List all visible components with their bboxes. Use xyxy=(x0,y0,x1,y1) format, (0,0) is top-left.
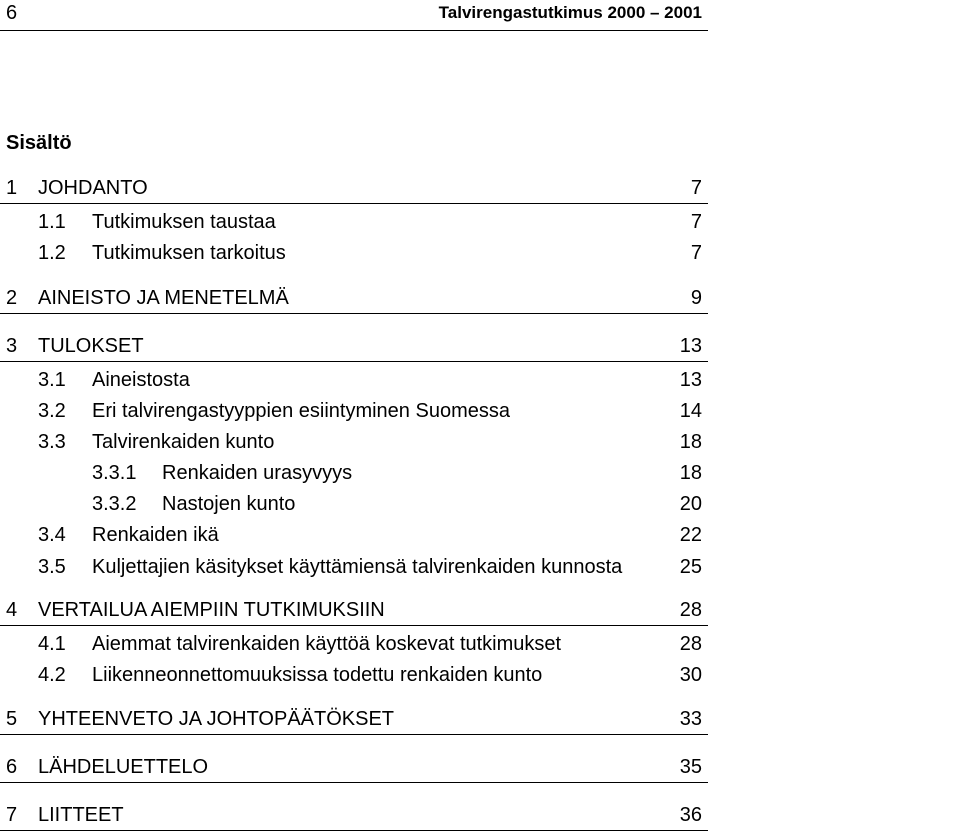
toc-entry-title: Aineistosta xyxy=(92,369,190,391)
toc-entry-number: 3.4 xyxy=(38,524,66,546)
toc-entry-title: Talvirenkaiden kunto xyxy=(92,431,275,453)
page-header xyxy=(0,0,708,31)
toc-entry-title: TULOKSET xyxy=(38,335,144,357)
toc-entry xyxy=(0,400,708,426)
toc-entry-page: 7 xyxy=(690,177,702,199)
toc-entry-title: LIITTEET xyxy=(38,804,124,826)
toc-entry-page: 7 xyxy=(690,211,702,233)
toc-entry xyxy=(0,287,708,314)
toc-entry-number: 1 xyxy=(6,177,18,199)
toc-entry xyxy=(0,599,708,626)
toc-entry-page: 18 xyxy=(679,431,702,453)
toc-entry-page: 30 xyxy=(679,664,702,686)
toc-entry-number: 6 xyxy=(6,756,18,778)
toc-entry-title: Eri talvirengastyyppien esiintyminen Suomessa xyxy=(92,400,510,422)
toc-entry-number: 1.1 xyxy=(38,211,66,233)
toc-entry-title: Liikenneonnettomuuksissa todettu renkaiden kunto xyxy=(92,664,543,686)
toc-entry-number: 7 xyxy=(6,804,18,826)
toc-entry-title: Tutkimuksen taustaa xyxy=(92,211,276,233)
toc-entry-number: 4.2 xyxy=(38,664,66,686)
toc-entry-page: 28 xyxy=(679,633,702,655)
toc-entry xyxy=(0,556,708,582)
toc-entry-number: 3.2 xyxy=(38,400,66,422)
toc-entry-number: 3.3.1 xyxy=(92,462,137,484)
toc-entry xyxy=(0,242,708,268)
toc-entry-title: Nastojen kunto xyxy=(162,493,296,515)
toc-entry-page: 22 xyxy=(679,524,702,546)
toc-entry-title: YHTEENVETO JA JOHTOPÄÄTÖKSET xyxy=(38,708,395,730)
toc-entry-page: 20 xyxy=(679,493,702,515)
toc-entry-page: 25 xyxy=(679,556,702,578)
toc-entry-page: 33 xyxy=(679,708,702,730)
toc-entry xyxy=(0,369,708,395)
toc-entry-title: AINEISTO JA MENETELMÄ xyxy=(38,287,289,309)
page-number: 6 xyxy=(6,2,18,24)
toc-entry-number: 4.1 xyxy=(38,633,66,655)
toc-entry-title: Aiemmat talvirenkaiden käyttöä koskevat tutkimukset xyxy=(92,633,562,655)
toc-entry-title: Tutkimuksen tarkoitus xyxy=(92,242,286,264)
toc-entry xyxy=(0,524,708,550)
toc-entry-page: 28 xyxy=(679,599,702,621)
toc-entry-page: 13 xyxy=(679,335,702,357)
toc-entry-page: 36 xyxy=(679,804,702,826)
toc-entry-number: 4 xyxy=(6,599,18,621)
toc-entry-page: 13 xyxy=(679,369,702,391)
toc-entry-page: 18 xyxy=(679,462,702,484)
toc-entry xyxy=(0,804,708,831)
toc-entry xyxy=(0,708,708,735)
toc-entry xyxy=(0,493,708,519)
running-title: Talvirengastutkimus 2000 – 2001 xyxy=(438,3,702,22)
toc-entry-page: 7 xyxy=(690,242,702,264)
toc-entry-number: 3.3 xyxy=(38,431,66,453)
toc-entry-title: JOHDANTO xyxy=(38,177,148,199)
toc-entry-title: Renkaiden ikä xyxy=(92,524,219,546)
toc-entry-number: 2 xyxy=(6,287,18,309)
toc-entry xyxy=(0,177,708,204)
toc-entry-title: LÄHDELUETTELO xyxy=(38,756,209,778)
toc-entry-number: 5 xyxy=(6,708,18,730)
toc-entry-number: 1.2 xyxy=(38,242,66,264)
toc-entry xyxy=(0,335,708,362)
toc-entry-title: Kuljettajien käsitykset käyttämiensä talvirenkaiden kunnosta xyxy=(92,556,623,578)
toc-entry xyxy=(0,664,708,690)
toc-entry xyxy=(0,462,708,488)
toc-entry xyxy=(0,756,708,783)
toc-entry-number: 3 xyxy=(6,335,18,357)
toc-entry-page: 9 xyxy=(690,287,702,309)
toc-heading: Sisältö xyxy=(6,132,72,154)
toc-entry-number: 3.5 xyxy=(38,556,66,578)
toc-entry-title: VERTAILUA AIEMPIIN TUTKIMUKSIIN xyxy=(38,599,385,621)
toc-entry-number: 3.3.2 xyxy=(92,493,137,515)
toc-entry-page: 14 xyxy=(679,400,702,422)
toc-entry-title: Renkaiden urasyvyys xyxy=(162,462,353,484)
toc-entry xyxy=(0,211,708,237)
toc-entry xyxy=(0,431,708,457)
toc-entry-number: 3.1 xyxy=(38,369,66,391)
toc-entry-page: 35 xyxy=(679,756,702,778)
toc-entry xyxy=(0,633,708,659)
